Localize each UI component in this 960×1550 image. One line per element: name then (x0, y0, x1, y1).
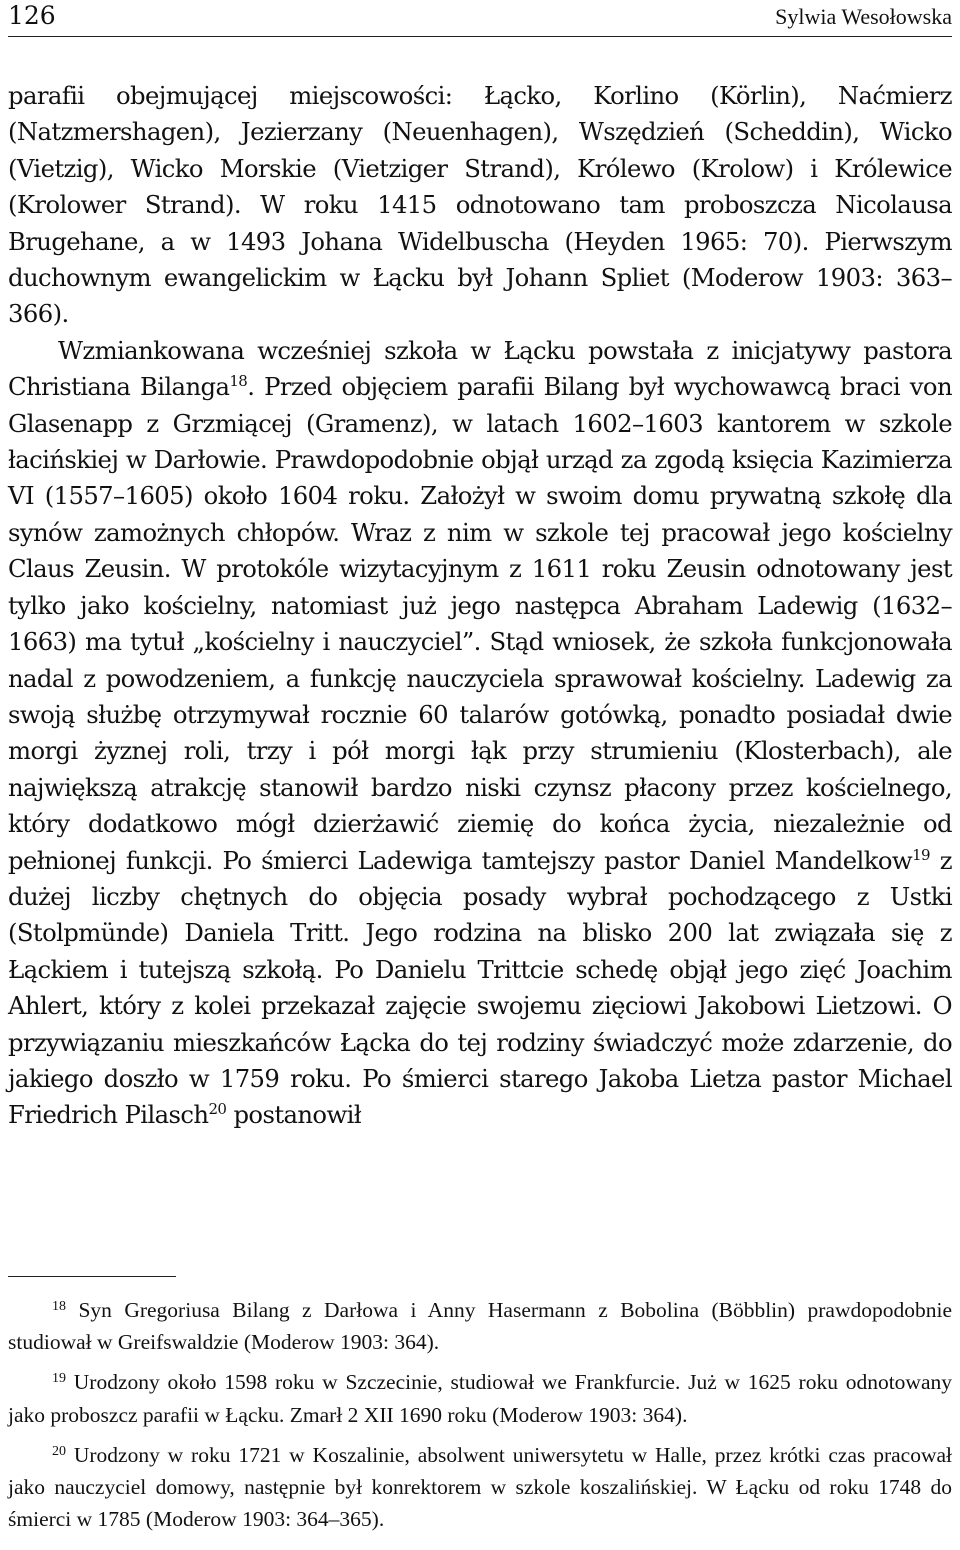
footnote-ref-20: 20 (208, 1100, 227, 1119)
footnote-18 (8, 1294, 952, 1358)
document-page (8, 0, 952, 1550)
page-number: 126 (8, 1, 56, 30)
footnote-number: 19 (52, 1371, 66, 1387)
paragraph-2 (8, 333, 952, 1134)
paragraph-2-part-3: z dużej liczby chętnych do objęcia posady wybrał pochodzącego z Ustki (Stolpmünde) Daniela Tritt. Jego rodzina na blisko 200 lat związała się z Łąckiem i tutejszą szkołą. Po Danielu Trittcie schedę objął jego zięć Joachim Ahlert, który z kolei przekazał zajęcie swojemu zięciowi Jakobowi Lietzowi. O przywiązaniu mieszkańców Łącka do tej rodziny świadczyć może zdarzenie, do jakiego doszło w 1759 roku. Po śmierci starego Jakoba Lietza pastor Michael Friedrich Pilasch (8, 845, 952, 1130)
paragraph-1: parafii obejmującej miejscowości: Łącko, Korlino (Körlin), Naćmierz (Natzmershagen), Jezierzany (Neuenhagen), Wszędzień (Scheddin), Wicko (Vietzig), Wicko Morskie (Vietziger Strand), Królewo (Krolow) i Królewice (Krolower Strand). W roku 1415 odnotowano tam proboszcza Nicolausa Brugehane, a w 1493 Johana Widelbuscha (Heyden 1965: 70). Pierwszym duchownym ewangelickim w Łącku był Johann Spliet (Moderow 1903: 363–366). (8, 81, 952, 329)
paragraph-2-part-2: . Przed objęciem parafii Bilang był wychowawcą braci von Glasenapp z Grzmiącej (Gramenz), w latach 1602–1603 kantorem w szkole łacińskiej w Darłowie. Prawdopodobnie objął urząd za zgodą księcia Kazimierza VI (1557–1605) około 1604 roku. Założył w swoim domu prywatną szkołę dla synów zamożnych chłopów. Wraz z nim w szkole tej pracował jego kościelny Claus Zeusin. W protokóle wizytacyjnym z 1611 roku Zeusin odnotowany jest tylko jako kościelny, natomiast już jego następca Abraham Ladewig (1632–1663) ma tytuł „kościelny i nauczyciel”. Stąd wniosek, że szkoła funkcjonowała nadal z powodzeniem, a funkcję nauczyciela sprawował kościelny. Ladewig za swoją służbę otrzymywał rocznie 60 talarów gotówką, ponadto posiadał dwie morgi żyznej roli, trzy i pół morgi łąk przy strumieniu (Klosterbach), ale największą atrakcję stanowił bardzo niski czynsz płacony przez kościelnego, który dodatkowo mógł dzierżawić ziemię do końca życia, niezależnie od pełnionej funkcji. Po śmierci Ladewiga tamtejszy pastor Daniel Mandelkow (8, 372, 952, 875)
footnote-ref-19: 19 (912, 845, 930, 864)
footnote-number: 20 (52, 1443, 66, 1459)
footnote-number: 18 (52, 1299, 66, 1314)
paragraph-2-part-1: Wzmiankowana wcześniej szkoła w Łącku powstała z inicjatywy pastora Christiana Bilanga (8, 335, 952, 402)
running-head-author: Sylwia Wesołowska (775, 4, 952, 29)
page-header (8, 0, 952, 37)
footnote-separator (8, 1276, 176, 1277)
footnote-20 (8, 1439, 952, 1536)
main-text (8, 78, 952, 1134)
footnote-text: Urodzony w roku 1721 w Koszalinie, absolwent uniwersytetu w Halle, przez krótki czas pracował jako nauczyciel domowy, następnie był konrektorem w szkole koszalińskiej. W Łącku od roku 1748 do śmierci w 1785 (Moderow 1903: 364–365). (8, 1442, 953, 1532)
paragraph-2-part-4: postanowił (226, 1100, 362, 1130)
footnote-ref-18: 18 (229, 372, 248, 391)
footnote-text: Urodzony około 1598 roku w Szczecinie, studiował we Frankfurcie. Już w 1625 roku odnotowany jako proboszcz parafii w Łącku. Zmarł 2 XII 1690 roku (Moderow 1903: 364). (8, 1370, 953, 1427)
footnote-19 (8, 1366, 952, 1430)
footnotes (8, 1294, 952, 1543)
footnote-text: Syn Gregoriusa Bilang z Darłowa i Anny Hasermann z Bobolina (Böbblin) prawdopodobnie studiował w Greifswaldzie (Moderow 1903: 364). (8, 1298, 952, 1355)
